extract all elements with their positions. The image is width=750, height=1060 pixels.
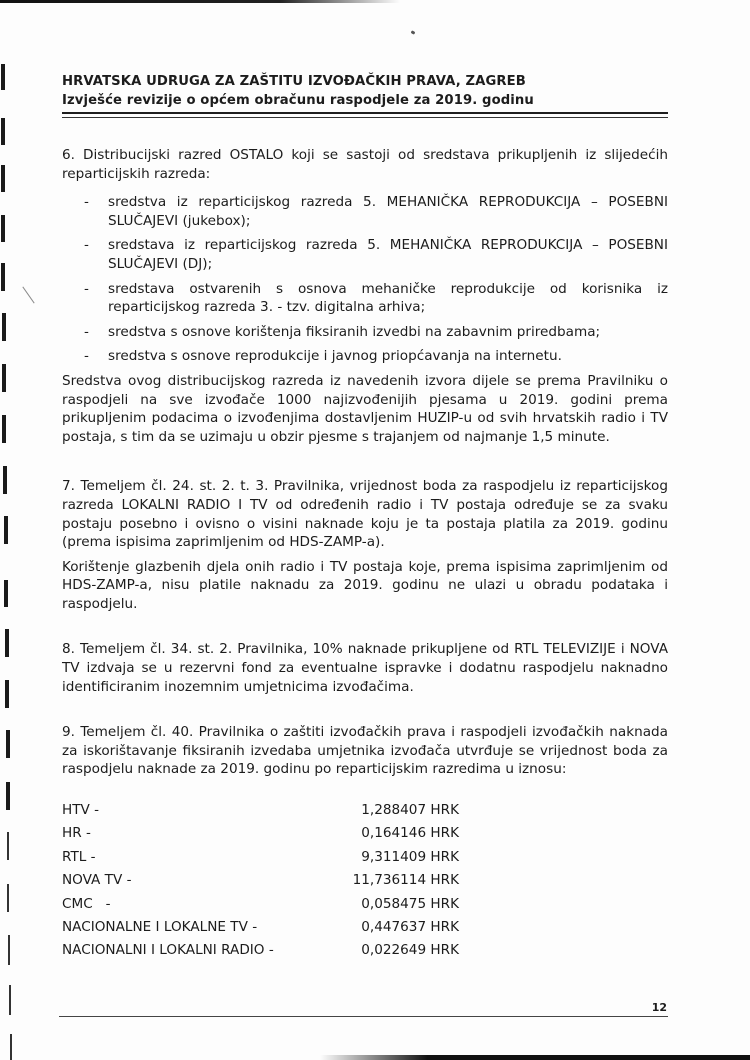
binding-mark bbox=[1, 165, 5, 192]
binding-mark bbox=[9, 985, 11, 1015]
bullet-dash: - bbox=[84, 348, 89, 365]
table-row bbox=[62, 869, 482, 892]
binding-mark bbox=[6, 730, 10, 758]
bullet-text: sredstava ostvarenih s osnova mehaničke reprodukcije od korisnika iz reparticijskog razreda 3. - tzv. digitalna arhiva; bbox=[108, 280, 668, 316]
organization-title: HRVATSKA UDRUGA ZA ZAŠTITU IZVOĐAČKIH PRAVA, ZAGREB bbox=[62, 74, 526, 89]
section-9-paragraph: 9. Temeljem čl. 40. Pravilnika o zaštiti izvođačkih prava i raspodjeli izvođačkih naknada za iskorištavanje fiksiranih izvedaba umjetnika izvođača utvrđuje se vrijednost boda za raspodjelu naknade za 2019. godinu po reparticijskim razredima u iznosu: bbox=[62, 724, 668, 778]
binding-mark bbox=[2, 415, 6, 443]
footer-rule bbox=[59, 1016, 668, 1017]
binding-mark bbox=[6, 782, 10, 810]
section-6 bbox=[62, 146, 668, 446]
rate-class-name: HR - bbox=[62, 825, 91, 842]
section-7 bbox=[62, 477, 668, 613]
binding-mark bbox=[1, 263, 5, 291]
rate-value: 11,736114 HRK bbox=[352, 872, 459, 889]
table-row bbox=[62, 846, 482, 869]
section-6-bullet-list bbox=[62, 193, 668, 366]
scan-speck bbox=[411, 30, 416, 35]
rate-class-name: NACIONALNI I LOKALNI RADIO - bbox=[62, 942, 274, 959]
rate-value: 1,288407 HRK bbox=[361, 802, 459, 818]
bullet-dash: - bbox=[84, 323, 89, 340]
bullet-dash: - bbox=[84, 237, 89, 254]
table-row bbox=[62, 799, 482, 822]
list-item bbox=[62, 193, 668, 230]
binding-mark bbox=[10, 1034, 12, 1060]
header-rule-thick bbox=[62, 112, 668, 114]
rate-class-name: CMC - bbox=[62, 895, 111, 912]
binding-mark bbox=[5, 629, 9, 657]
page-number: 12 bbox=[651, 1001, 667, 1014]
section-8 bbox=[62, 640, 668, 696]
section-6-intro: 6. Distribucijski razred OSTALO koji se sastoji od sredstava prikupljenih iz slijedećih reparticijskih razreda: bbox=[62, 147, 668, 182]
bullet-dash: - bbox=[84, 194, 89, 211]
rate-value: 0,022649 HRK bbox=[361, 942, 459, 959]
table-row bbox=[62, 822, 482, 845]
document-body bbox=[62, 146, 668, 779]
table-row bbox=[62, 893, 482, 916]
header-rule-thin bbox=[62, 117, 668, 118]
binding-mark bbox=[7, 884, 9, 912]
rate-class-name: NOVA TV - bbox=[62, 872, 132, 889]
binding-mark bbox=[1, 118, 5, 145]
binding-mark bbox=[4, 580, 8, 607]
binding-mark bbox=[2, 313, 6, 341]
rate-value: 0,164146 HRK bbox=[361, 825, 459, 842]
binding-mark bbox=[4, 516, 8, 544]
binding-mark bbox=[1, 215, 5, 242]
binding-mark bbox=[5, 680, 9, 708]
list-item bbox=[62, 323, 668, 342]
scan-edge-shadow-top bbox=[0, 0, 400, 3]
table-row bbox=[62, 939, 482, 962]
binding-mark bbox=[8, 935, 10, 965]
scan-pencil-mark bbox=[22, 287, 34, 304]
binding-mark bbox=[2, 364, 6, 392]
report-title: Izvješće revizije o općem obračunu raspodjele za 2019. godinu bbox=[62, 93, 534, 108]
rate-class-name: NACIONALNE I LOKALNE TV - bbox=[62, 918, 258, 935]
bullet-text: sredstva s osnove reprodukcije i javnog priopćavanja na internetu. bbox=[108, 348, 562, 365]
bullet-text: sredstva s osnove korištenja fiksiranih izvedbi na zabavnim priredbama; bbox=[108, 323, 601, 340]
page-header bbox=[62, 72, 668, 110]
rate-class-name: RTL - bbox=[62, 848, 96, 865]
section-8-paragraph: 8. Temeljem čl. 34. st. 2. Pravilnika, 10% naknade prikupljene od RTL TELEVIZIJE i NOVA TV izdvaja se u rezervni fond za eventualne ispravke i dodatnu raspodjelu naknadno identificiranim inozemnim umjetnicima izvođačima. bbox=[62, 641, 668, 695]
section-6-closing: Sredstva ovog distribucijskog razreda iz navedenih izvora dijele se prema Pravilniku o raspodjeli na sve izvođače 1000 najizvođenijih pjesama u 2019. godini prema prikupljenim podacima o izvođenjima dostavljenim HUZIP-u od svih hrvatskih radio i TV postaja, s tim da se uzimaju u obzir pjesme s trajanjem od najmanje 1,5 minute. bbox=[62, 372, 668, 445]
section-9 bbox=[62, 723, 668, 779]
table-row bbox=[62, 916, 482, 939]
binding-mark bbox=[1, 64, 5, 90]
rate-value: 0,058475 HRK bbox=[361, 895, 459, 912]
section-7-paragraph-2: Korištenje glazbenih djela onih radio i TV postaja koje, prema ispisima zaprimljenim od HDS-ZAMP-a, nisu platile naknadu za 2019. godinu ne ulazi u obradu podataka i raspodjelu. bbox=[62, 558, 668, 612]
point-value-table bbox=[62, 799, 482, 963]
bullet-dash: - bbox=[84, 280, 89, 297]
binding-mark bbox=[3, 466, 7, 494]
bullet-text: sredstva iz reparticijskog razreda 5. MEHANIČKA REPRODUKCIJA – POSEBNI SLUČAJEVI (jukebox); bbox=[108, 194, 668, 229]
rate-value: 9,311409 HRK bbox=[361, 848, 459, 865]
list-item bbox=[62, 347, 668, 366]
binding-mark bbox=[7, 832, 9, 860]
section-7-paragraph-1: 7. Temeljem čl. 24. st. 2. t. 3. Pravilnika, vrijednost boda za raspodjelu iz reparticijskog razreda LOKALNI RADIO I TV od određenih radio i TV postaja određuje se za svaku postaju posebno i ovisno o visini naknade koju je ta postaja platila za 2019. godinu (prema ispisima zaprimljenim od HDS-ZAMP-a). bbox=[62, 478, 668, 551]
rate-value: 0,447637 HRK bbox=[361, 918, 459, 935]
list-item bbox=[62, 280, 668, 317]
scan-edge-shadow-bottom bbox=[320, 1055, 750, 1060]
bullet-text: sredstava iz reparticijskog razreda 5. MEHANIČKA REPRODUKCIJA – POSEBNI SLUČAJEVI (DJ); bbox=[108, 237, 668, 272]
rate-class-name: HTV - bbox=[62, 802, 100, 818]
list-item bbox=[62, 236, 668, 273]
